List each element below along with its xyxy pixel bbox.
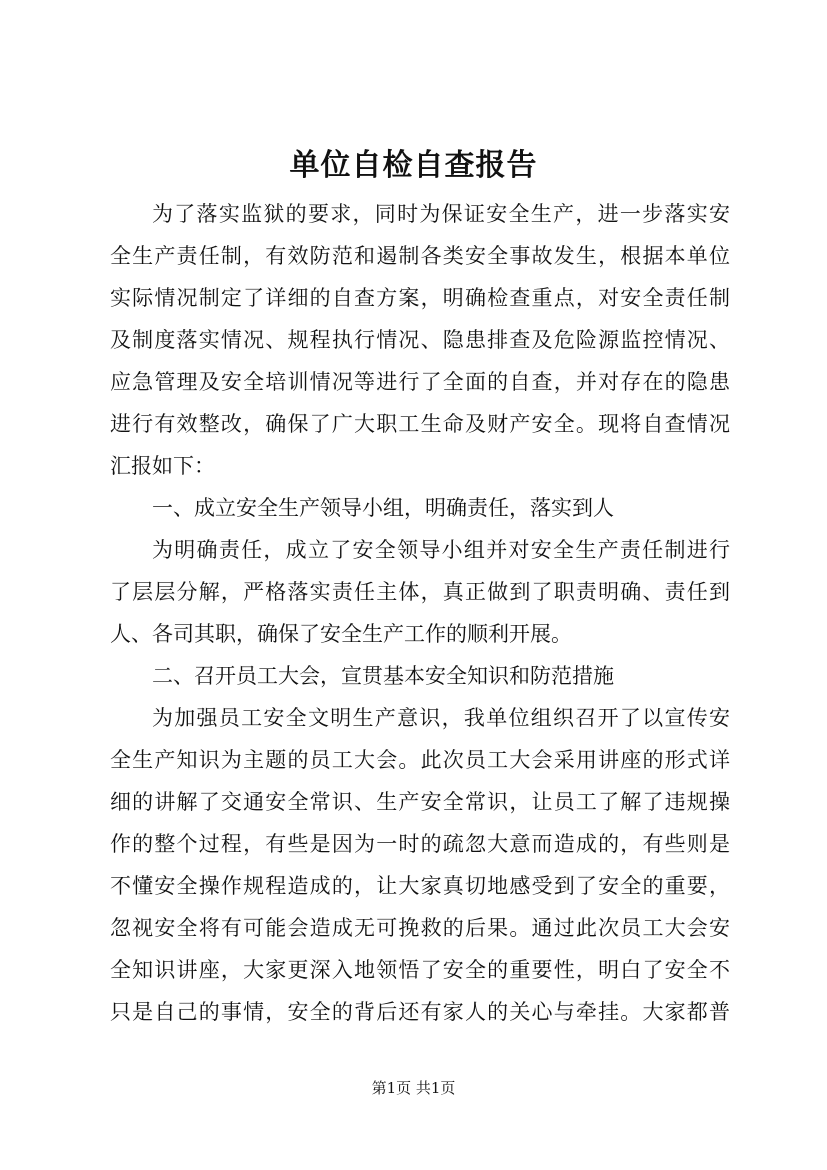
paragraph-line: 全生产知识为主题的员工大会。此次员工大会采用讲座的形式详 [110,748,730,772]
paragraph-line: 只是自己的事情，安全的背后还有家人的关心与牵挂。大家都普 [110,1000,730,1024]
paragraph-line: 不懂安全操作规程造成的，让大家真切地感受到了安全的重要， [110,874,730,898]
paragraph-line: 细的讲解了交通安全常识、生产安全常识，让员工了解了违规操 [110,790,730,814]
paragraph-line: 实际情况制定了详细的自查方案，明确检查重点，对安全责任制 [110,286,730,310]
paragraph-line: 为了落实监狱的要求，同时为保证安全生产，进一步落实安 [152,202,730,226]
paragraph-line: 应急管理及安全培训情况等进行了全面的自查，并对存在的隐患 [110,370,730,394]
page-number-footer: 第1页 共1页 [371,1079,456,1097]
paragraph-line: 及制度落实情况、规程执行情况、隐患排查及危险源监控情况、 [110,328,730,352]
paragraph-line: 全生产责任制，有效防范和遏制各类安全事故发生，根据本单位 [110,244,730,268]
paragraph-line: 全知识讲座，大家更深入地领悟了安全的重要性，明白了安全不 [110,958,730,982]
paragraph-line: 汇报如下： [110,454,215,478]
paragraph-line: 进行有效整改，确保了广大职工生命及财产安全。现将自查情况 [110,412,730,436]
paragraph-line: 为明确责任，成立了安全领导小组并对安全生产责任制进行 [152,538,730,562]
section-heading: 二、召开员工大会，宣贯基本安全知识和防范措施 [152,664,614,688]
section-heading: 一、成立安全生产领导小组，明确责任，落实到人 [152,496,614,520]
document-title: 单位自检自查报告 [289,148,538,183]
paragraph-line: 人、各司其职，确保了安全生产工作的顺利开展。 [110,622,572,646]
paragraph-line: 了层层分解，严格落实责任主体，真正做到了职责明确、责任到 [110,580,730,604]
paragraph-line: 忽视安全将有可能会造成无可挽救的后果。通过此次员工大会安 [110,916,730,940]
paragraph-line: 作的整个过程，有些是因为一时的疏忽大意而造成的，有些则是 [110,832,730,856]
paragraph-line: 为加强员工安全文明生产意识，我单位组织召开了以宣传安 [152,706,730,730]
document-body [110,193,730,1033]
